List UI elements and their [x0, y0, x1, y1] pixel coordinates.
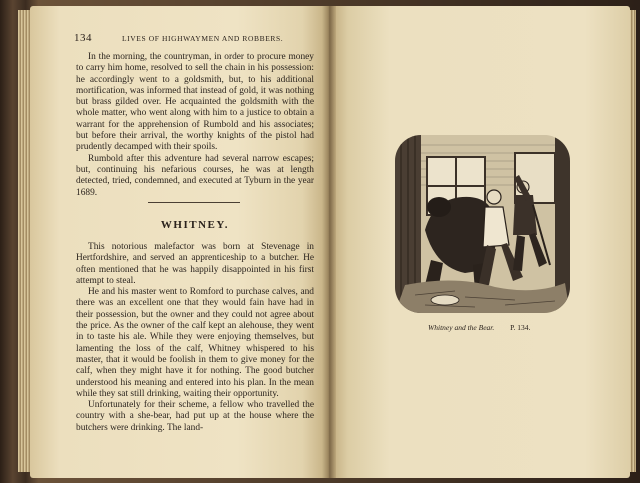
paragraph: Unfortunately for their scheme, a fellow who travelled the country with a she-bear, had put up at the house where the butchers were drinking. The land-: [76, 400, 314, 433]
engraving-illustration: [395, 135, 570, 313]
paragraph: Rumbold after this adventure had several narrow escapes; but, continuing his nefarious courses, he was at length detected, tried, condemned, and executed at Tyburn in the year 1689.: [76, 153, 314, 198]
running-head-title: LIVES OF HIGHWAYMEN AND ROBBERS.: [122, 34, 284, 43]
text-block-bottom: [76, 242, 314, 434]
book-gutter: [322, 6, 336, 478]
paragraph: In the morning, the countryman, in order to procure money to carry him home, resolved to sell the chain in his possession: he accordingly went to a goldsmith, but, to his additional mortification, was informed that instead of gold, it was nothing but brass gilded over. He acquainted the goldsmith with the whole matter, who went along with him to a justice to obtain a warrant for the apprehension of Rumbold and his associates; but before their arrival, the worthy knights of the pistol had prudently decamped with their spoils.: [76, 52, 314, 153]
running-head: [74, 32, 314, 44]
caption-title: Whitney and the Bear.: [428, 323, 495, 332]
chapter-title: WHITNEY.: [160, 219, 230, 231]
text-block-top: [76, 52, 314, 199]
illustration-caption: [428, 323, 588, 332]
page-number: 134: [74, 32, 92, 44]
caption-page-reference: P. 134.: [510, 323, 531, 332]
paragraph: This notorious malefactor was born at Stevenage in Hertfordshire, and served an apprenticeship to a butcher. He often mentioned that he was happily disappointed in his first attempt to steal.: [76, 242, 314, 286]
section-divider: [148, 202, 240, 203]
paragraph: He and his master went to Romford to purchase calves, and there was an excellent one that they would fain have had in their possession, but the owner and they could not agree about the price. As the owner of the calf kept an alehouse, they went in to taste his ale. While they were enjoying themselves, but lamenting the loss of the calf, Whitney whispered to his master, that it would be foolish in them to give money for the calf, when they might have it for nothing. The good butcher understood his meaning and entered into his plan. In the mean while they sat still drinking, waiting their opportunity.: [76, 287, 314, 399]
whitney-and-bear-engraving: [395, 135, 570, 313]
